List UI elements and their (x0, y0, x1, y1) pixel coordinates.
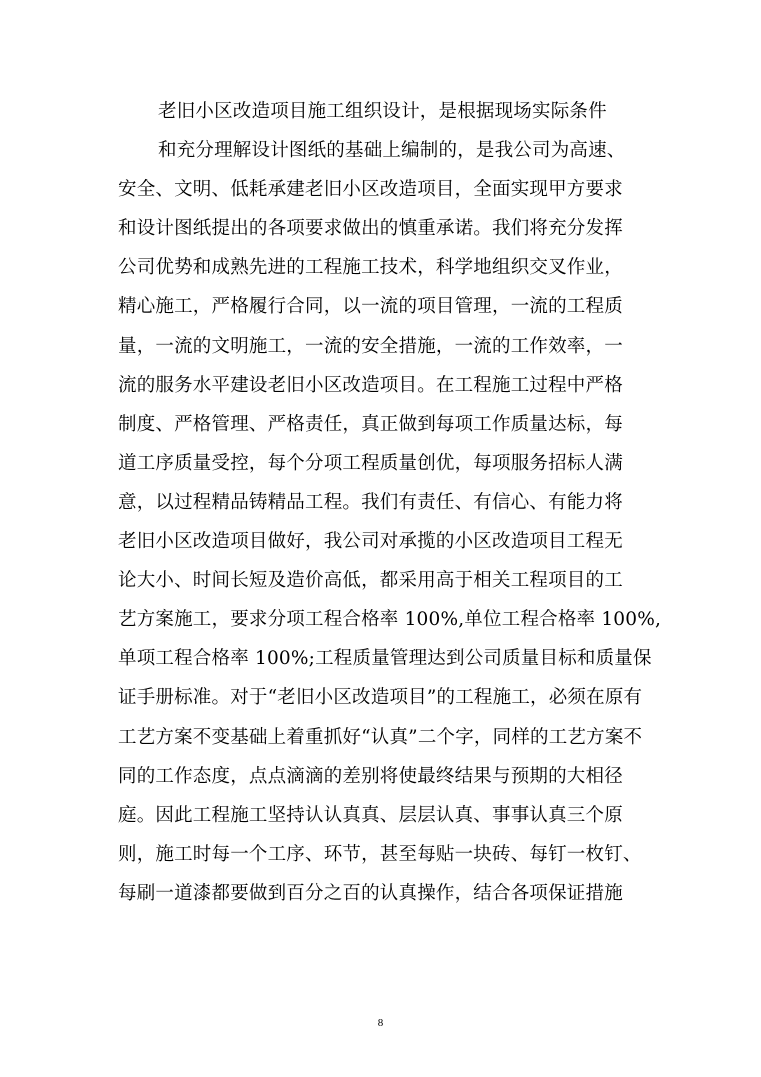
text-line-11: 意，以过程精品铸精品工程。我们有责任、有信心、有能力将 (118, 491, 623, 513)
text-line-8: 流的服务水平建设老旧小区改造项目。在工程施工过程中严格 (118, 374, 623, 396)
text-line-18: 同的工作态度，点点滴滴的差别将使最终结果与预期的大相径 (118, 765, 623, 787)
text-line-16: 证手册标准。对于“老旧小区改造项目”的工程施工，必须在原有 (118, 687, 643, 709)
text-line-10: 道工序质量受控，每个分项工程质量创优，每项服务招标人满 (118, 452, 623, 474)
text-line-7: 量，一流的文明施工，一流的安全措施，一流的工作效率，一 (118, 335, 623, 357)
text-line-12: 老旧小区改造项目做好，我公司对承揽的小区改造项目工程无 (118, 531, 623, 553)
text-line-6: 精心施工，严格履行合同，以一流的项目管理，一流的工程质 (118, 296, 623, 318)
text-line-4: 和设计图纸提出的各项要求做出的慎重承诺。我们将充分发挥 (118, 218, 623, 240)
body-text (118, 92, 662, 913)
text-line-5: 公司优势和成熟先进的工程施工技术，科学地组织交叉作业， (118, 257, 623, 279)
text-line-3: 安全、文明、低耗承建老旧小区改造项目，全面实现甲方要求 (118, 179, 623, 201)
text-line-2: 和充分理解设计图纸的基础上编制的，是我公司为高速、 (158, 140, 626, 162)
text-line-15: 单项工程合格率 100%;工程质量管理达到公司质量目标和质量保 (118, 648, 652, 670)
text-line-13: 论大小、时间长短及造价高低，都采用高于相关工程项目的工 (118, 570, 623, 592)
text-line-1: 老旧小区改造项目施工组织设计，是根据现场实际条件 (158, 101, 607, 122)
text-line-20: 则，施工时每一个工序、环节，甚至每贴一块砖、每钉一枚钉、 (118, 843, 642, 865)
text-line-14: 艺方案施工，要求分项工程合格率 100%,单位工程合格率 100%, (118, 609, 662, 631)
text-line-9: 制度、严格管理、严格责任，真正做到每项工作质量达标，每 (118, 413, 623, 435)
text-line-19: 庭。因此工程施工坚持认认真真、层层认真、事事认真三个原 (118, 804, 623, 826)
text-line-17: 工艺方案不变基础上着重抓好“认真”二个字，同样的工艺方案不 (118, 726, 643, 748)
text-line-21: 每刷一道漆都要做到百分之百的认真操作，结合各项保证措施 (118, 882, 623, 904)
page-number: 8 (377, 1017, 384, 1029)
